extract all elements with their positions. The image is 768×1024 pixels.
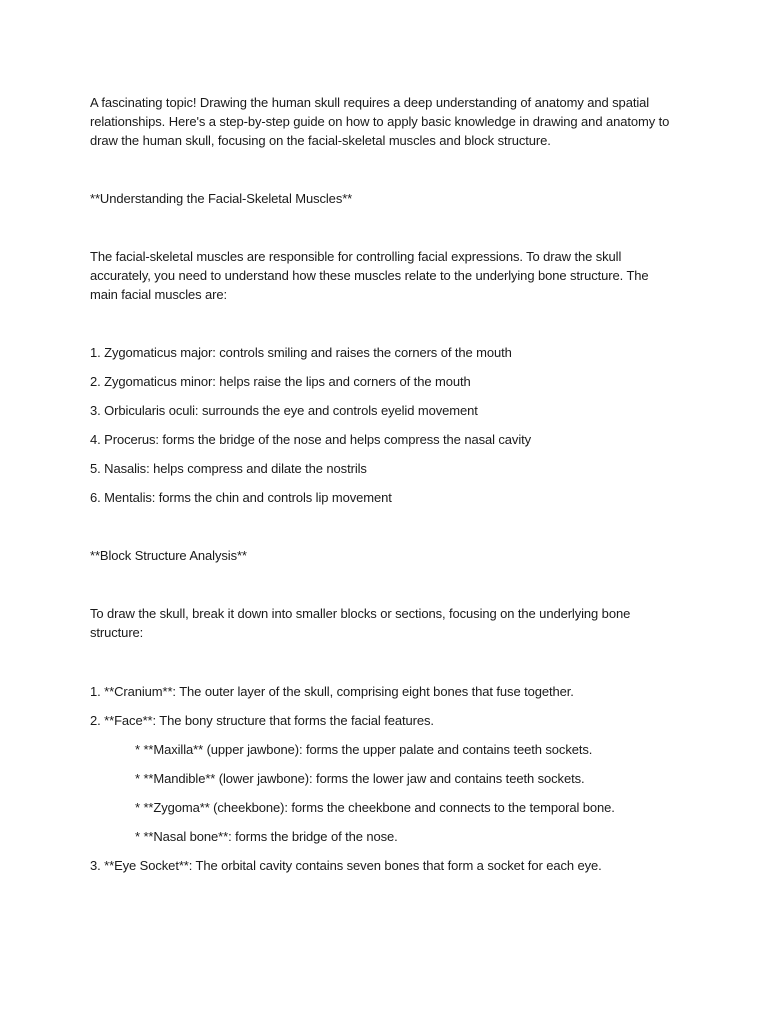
block-paragraph-line-1: To draw the skull, break it down into smaller blocks or sections, focusing on the underlying bone: [90, 606, 631, 621]
face-sublist-item: * **Nasal bone**: forms the bridge of the nose.: [135, 829, 398, 844]
block-paragraph-line-2: structure:: [90, 625, 144, 640]
intro-line-2: relationships. Here's a step-by-step guide on how to apply basic knowledge in drawing and anatomy to: [90, 114, 670, 129]
muscle-list-item: 3. Orbicularis oculi: surrounds the eye and controls eyelid movement: [90, 403, 478, 418]
muscle-list-item: 5. Nasalis: helps compress and dilate the nostrils: [90, 461, 367, 476]
block-list-item: 3. **Eye Socket**: The orbital cavity contains seven bones that form a socket for each eye.: [90, 858, 602, 873]
intro-line-3: draw the human skull, focusing on the facial-skeletal muscles and block structure.: [90, 133, 551, 148]
face-sublist-item: * **Zygoma** (cheekbone): forms the cheekbone and connects to the temporal bone.: [135, 800, 615, 815]
heading-block-structure: **Block Structure Analysis**: [90, 548, 247, 563]
heading-muscles: **Understanding the Facial-Skeletal Muscles**: [90, 191, 353, 206]
muscle-list-item: 6. Mentalis: forms the chin and controls lip movement: [90, 490, 392, 505]
muscles-paragraph-line-1: The facial-skeletal muscles are responsible for controlling facial expressions. To draw the skull: [90, 249, 622, 264]
intro-line-1: A fascinating topic! Drawing the human skull requires a deep understanding of anatomy and spatial: [90, 95, 650, 110]
face-sublist-item: * **Mandible** (lower jawbone): forms the lower jaw and contains teeth sockets.: [135, 771, 585, 786]
muscles-paragraph-line-3: main facial muscles are:: [90, 287, 228, 302]
muscles-paragraph-line-2: accurately, you need to understand how these muscles relate to the underlying bone structure. The: [90, 268, 649, 283]
block-list-item: 2. **Face**: The bony structure that forms the facial features.: [90, 713, 434, 728]
face-sublist-item: * **Maxilla** (upper jawbone): forms the upper palate and contains teeth sockets.: [135, 742, 593, 757]
muscle-list-item: 4. Procerus: forms the bridge of the nose and helps compress the nasal cavity: [90, 432, 532, 447]
block-list-item: 1. **Cranium**: The outer layer of the skull, comprising eight bones that fuse together.: [90, 684, 574, 699]
muscle-list-item: 1. Zygomaticus major: controls smiling and raises the corners of the mouth: [90, 345, 512, 360]
muscle-list-item: 2. Zygomaticus minor: helps raise the lips and corners of the mouth: [90, 374, 471, 389]
